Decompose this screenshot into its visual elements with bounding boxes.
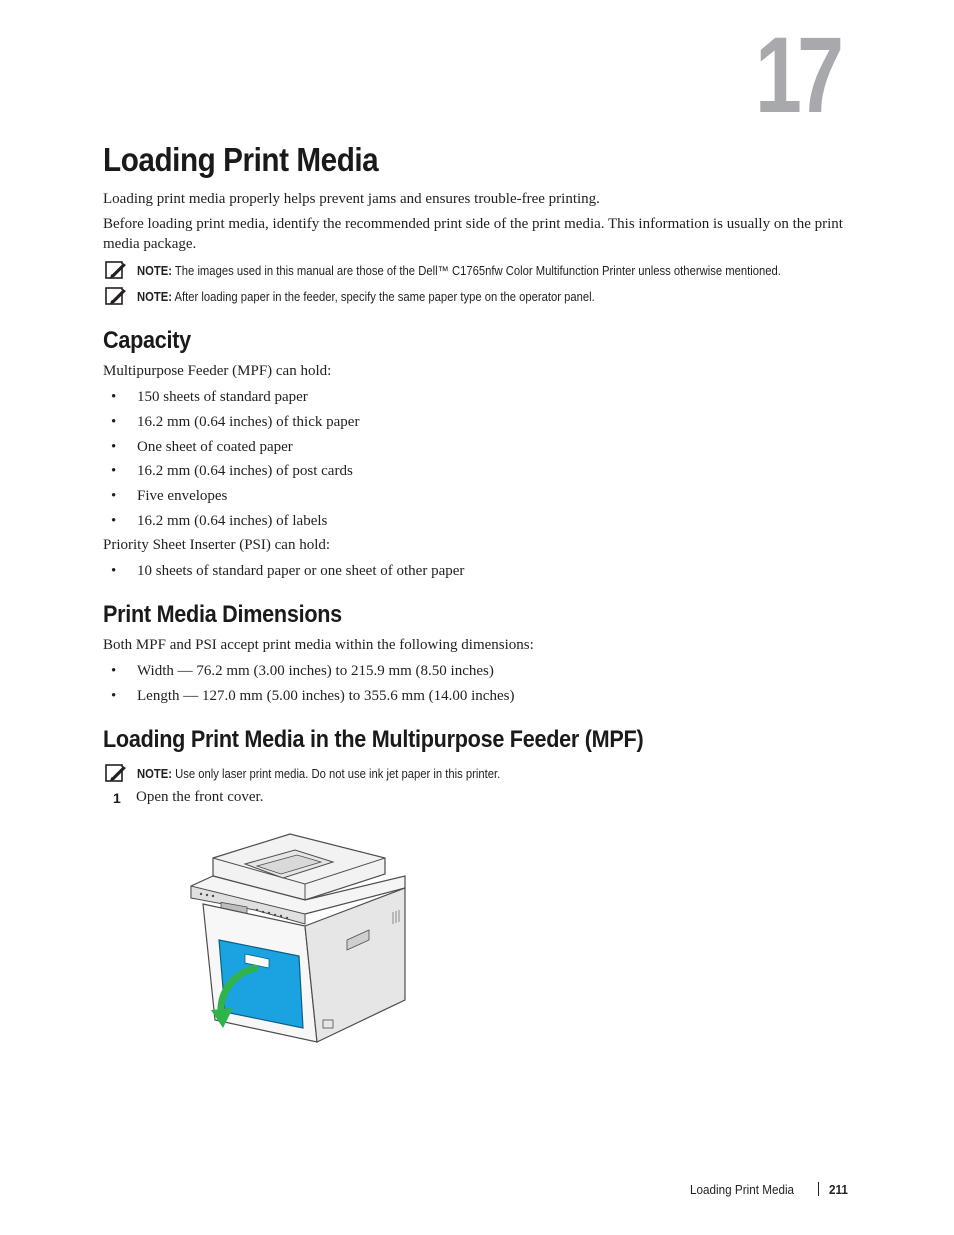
bullet: • — [111, 688, 117, 704]
step-text: Open the front cover. — [136, 789, 264, 805]
bullet: • — [111, 439, 117, 455]
intro-paragraph-1: Loading print media properly helps prevent jams and ensures trouble-free printing. — [103, 191, 600, 207]
note-label: NOTE: — [137, 767, 173, 781]
mpf-loading-heading: Loading Print Media in the Multipurpose Feeder (MPF) — [103, 726, 644, 753]
note-2 — [105, 287, 127, 310]
bullet: • — [111, 414, 117, 430]
list-item-text: Length — 127.0 mm (5.00 inches) to 355.6 mm (14.00 inches) — [137, 688, 515, 704]
list-item-text: 150 sheets of standard paper — [137, 389, 308, 405]
bullet: • — [111, 663, 117, 679]
printer-open-front-cover-illustration — [185, 828, 415, 1048]
note-3 — [105, 764, 127, 787]
page-number: 211 — [829, 1182, 848, 1197]
note-3-text — [137, 766, 500, 782]
intro-paragraph-2: Before loading print media, identify the recommended print side of the print media. This information is usually on the print media package. — [103, 216, 843, 252]
list-item-text: 10 sheets of standard paper or one sheet of other paper — [137, 563, 465, 579]
note-body: After loading paper in the feeder, specify the same paper type on the operator panel. — [174, 290, 595, 304]
note-label: NOTE: — [137, 264, 173, 278]
note-label: NOTE: — [137, 290, 173, 304]
list-item-text: Five envelopes — [137, 488, 228, 504]
footer-divider — [818, 1182, 819, 1196]
page-title: Loading Print Media — [103, 141, 379, 178]
bullet: • — [111, 463, 117, 479]
note-body: Use only laser print media. Do not use ink jet paper in this printer. — [175, 767, 501, 781]
capacity-heading: Capacity — [103, 327, 191, 354]
footer-section-title: Loading Print Media — [690, 1182, 795, 1197]
list-item-text: 16.2 mm (0.64 inches) of thick paper — [137, 414, 360, 430]
bullet: • — [111, 563, 117, 579]
psi-capacity-intro: Priority Sheet Inserter (PSI) can hold: — [103, 537, 331, 553]
dimensions-heading: Print Media Dimensions — [103, 601, 342, 628]
step-number: 1 — [113, 790, 121, 806]
list-item-text: 16.2 mm (0.64 inches) of labels — [137, 513, 328, 529]
dimensions-intro: Both MPF and PSI accept print media within the following dimensions: — [103, 637, 534, 653]
mpf-capacity-intro: Multipurpose Feeder (MPF) can hold: — [103, 363, 332, 379]
note-pencil-icon — [105, 287, 127, 305]
note-pencil-icon — [105, 764, 127, 782]
note-pencil-icon — [105, 261, 127, 279]
bullet: • — [111, 389, 117, 405]
list-item-text: Width — 76.2 mm (3.00 inches) to 215.9 mm (8.50 inches) — [137, 663, 494, 679]
note-1-text — [137, 263, 781, 279]
list-item-text: 16.2 mm (0.64 inches) of post cards — [137, 463, 353, 479]
note-body: The images used in this manual are those of the Dell™ C1765nfw Color Multifunction Printer unless otherwise mentioned. — [174, 264, 781, 278]
chapter-number: 17 — [755, 14, 840, 135]
note-1 — [105, 261, 127, 284]
bullet: • — [111, 513, 117, 529]
note-2-text — [137, 289, 595, 305]
bullet: • — [111, 488, 117, 504]
list-item-text: One sheet of coated paper — [137, 439, 293, 455]
